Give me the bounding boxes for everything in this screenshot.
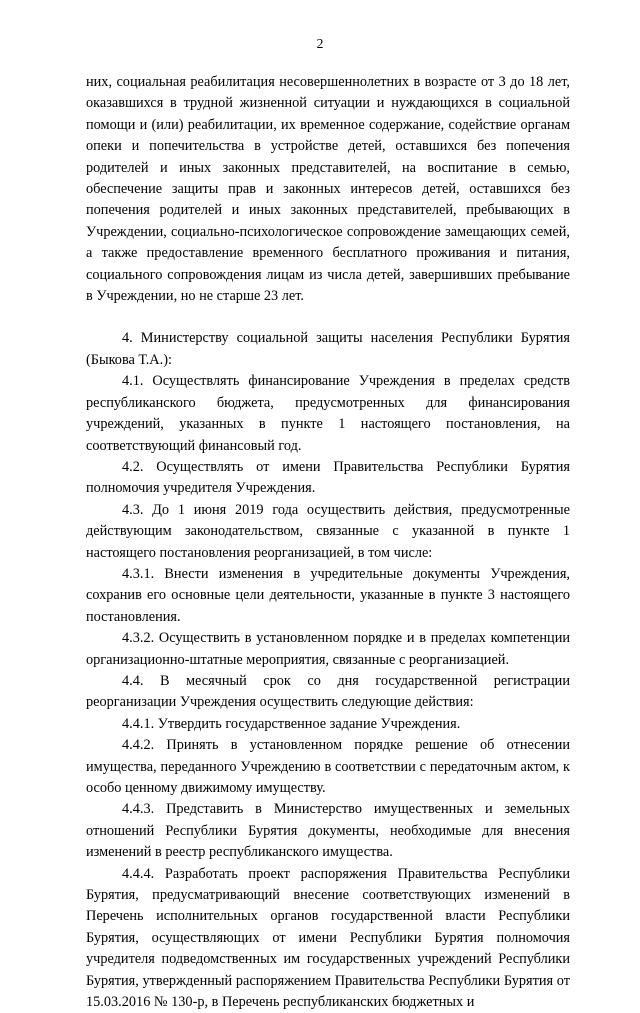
page-number: 2: [316, 36, 324, 51]
paragraph-item-4-4-4: 4.4.4. Разработать проект распоряжения Правительства Республики Бурятия, предусматривающий внесение соответствующих изменений в Перечень исполнительных органов государственной власти Республики Бурятия, осуществляющих от имени Республики Бурятия полномочия учредителя подведомственных им государственных учреждений Республики Бурятия, утвержденный распоряжением Правительства Республики Бурятия от 15.03.2016 № 130-р, в Перечень республиканских бюджетных и: [86, 865, 570, 1011]
paragraph-item-4-4-1: 4.4.1. Утвердить государственное задание Учреждения.: [122, 715, 461, 732]
paragraph-item-4-4-3: 4.4.3. Представить в Министерство имущественных и земельных отношений Республики Бурятия документы, необходимые для внесения изменений в реестр республиканского имущества.: [86, 801, 570, 861]
paragraph-item-4-3-1: 4.3.1. Внести изменения в учредительные документы Учреждения, сохранив его основные цели деятельности, указанные в пункте 3 настоящего постановления.: [86, 565, 570, 625]
paragraph-item-4-3-2: 4.3.2. Осуществить в установленном порядке и в пределах компетенции организационно-штатные мероприятия, связанные с реорганизацией.: [86, 630, 570, 668]
paragraph-item-4-4-2: 4.4.2. Принять в установленном порядке решение об отнесении имущества, переданного Учреждению в соответствии с передаточным актом, к особо ценному движимому имуществу.: [86, 737, 570, 796]
paragraph-item-4: 4. Министерству социальной защиты населения Республики Бурятия (Быкова Т.А.):: [86, 330, 570, 368]
paragraph-continuation: них, социальная реабилитация несовершеннолетних в возрасте от 3 до 18 лет, оказавшихся в трудной жизненной ситуации и нуждающихся в социальной помощи и (или) реабилитации, их временное содержание, содействие органам опеки и попечительства в устройстве детей, оставшихся без попечения родителей и иных законных представителей, на воспитание в семью, обеспечение защиты прав и законных интересов детей, оставшихся без попечения родителей и иных законных представителей, пребывающих в Учреждении, социально-психологическое сопровождение замещающих семей, а также предоставление временного бесплатного проживания и питания, социального сопровождения лицам из числа детей, завершивших пребывание в Учреждении, но не старше 23 лет.: [86, 74, 570, 305]
paragraph-item-4-2: 4.2. Осуществлять от имени Правительства Республики Бурятия полномочия учредителя Учреждения.: [86, 458, 570, 497]
paragraph-item-4-1: 4.1. Осуществлять финансирование Учреждения в пределах средств республиканского бюджета, предусмотренных для финансирования учреждений, указанных в пункте 1 настоящего постановления, на соответствующий финансовый год.: [86, 373, 570, 454]
paragraph-item-4-4: 4.4. В месячный срок со дня государственной регистрации реорганизации Учреждения осуществить следующие действия:: [86, 672, 570, 711]
document-body: [86, 72, 570, 1013]
paragraph-item-4-3: 4.3. До 1 июня 2019 года осуществить действия, предусмотренные действующим законодательством, связанные с указанной в пункте 1 настоящего постановления реорганизацией, в том числе:: [86, 501, 570, 561]
